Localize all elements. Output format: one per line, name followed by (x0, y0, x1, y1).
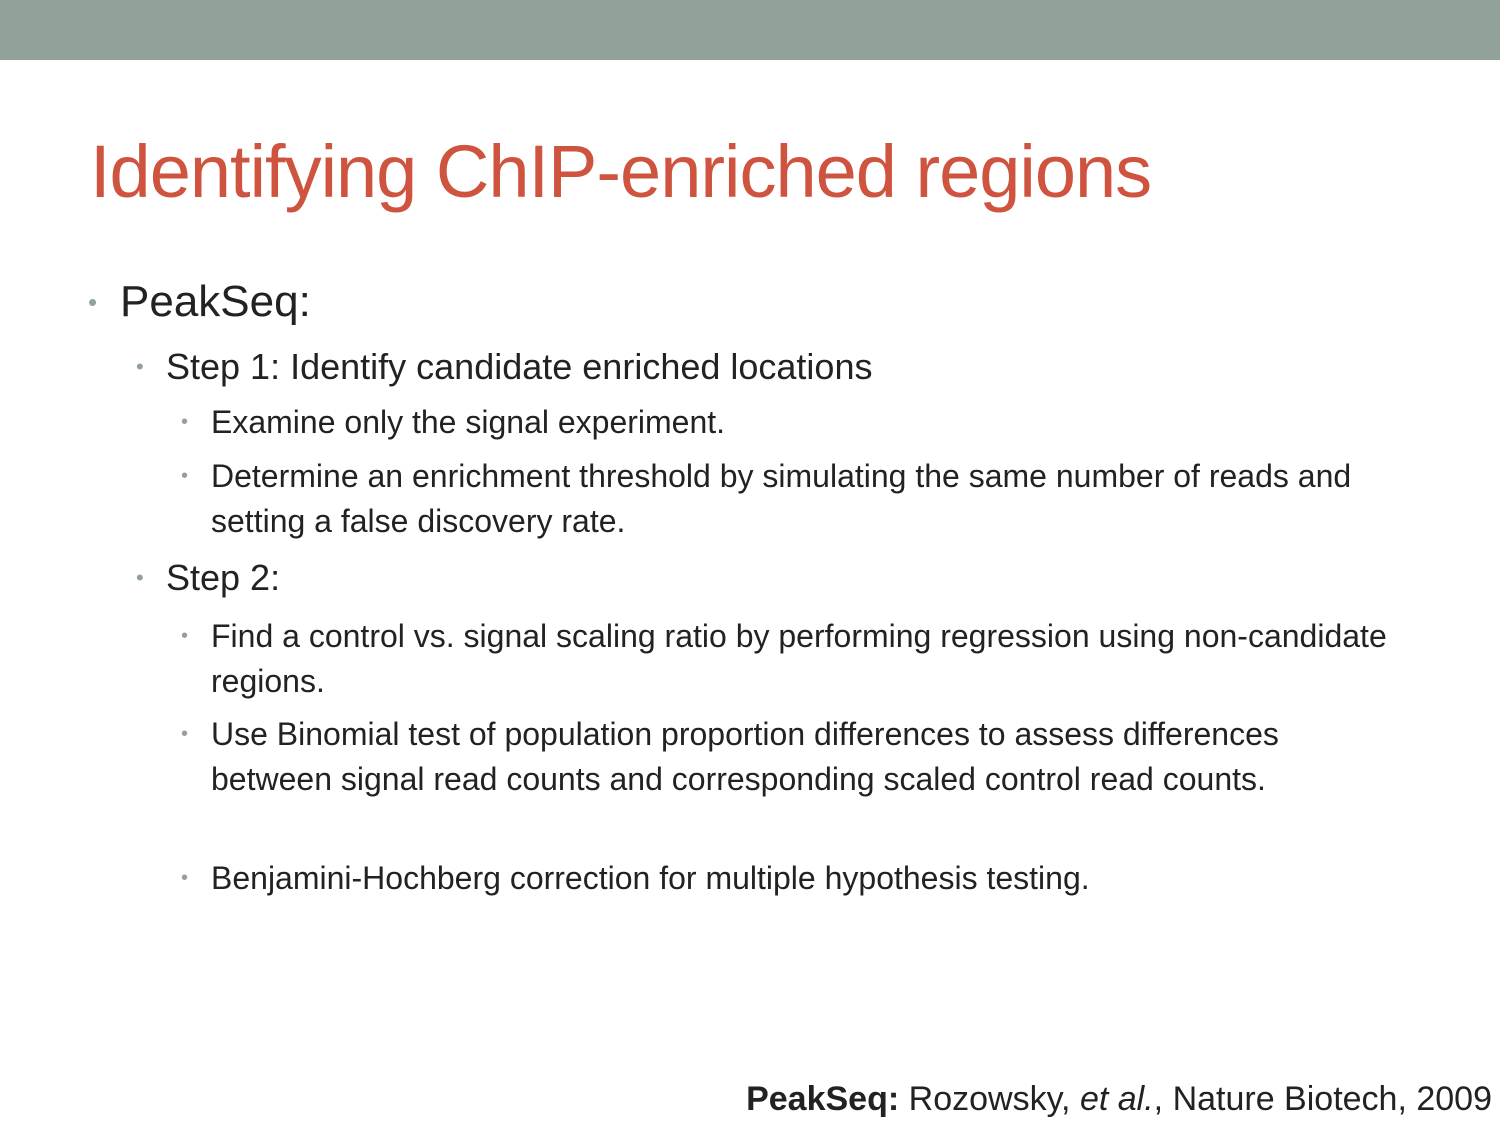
bullet-dot-icon: • (181, 625, 189, 647)
citation (746, 1076, 1492, 1122)
bullet-step2-item-2 (181, 712, 1391, 802)
bullet-text: Determine an enrichment threshold by simulating the same number of reads and setting a false discovery rate. (211, 458, 1352, 539)
bullet-dot-icon: • (181, 411, 189, 433)
citation-etal: et al. (1079, 1080, 1154, 1118)
slide-title: Identifying ChIP-enriched regions (90, 130, 1152, 213)
bullet-text: Benjamini-Hochberg correction for multiple hypothesis testing. (211, 860, 1090, 896)
bullet-dot-icon: • (136, 565, 144, 590)
top-accent-bar (0, 0, 1500, 60)
bullet-dot-icon: • (136, 354, 144, 379)
bullet-step-1 (136, 345, 1416, 389)
bullet-dot-icon: • (88, 287, 98, 317)
citation-source: , Nature Biotech, 2009 (1153, 1080, 1492, 1118)
bullet-dot-icon: • (181, 723, 189, 745)
bullet-step2-item-1 (181, 614, 1391, 704)
bullet-step-2 (136, 556, 1416, 600)
bullet-text: Examine only the signal experiment. (211, 404, 726, 440)
bullet-dot-icon: • (181, 867, 189, 889)
bullet-step2-item-3 (181, 856, 1391, 901)
bullet-text: PeakSeq: (120, 277, 311, 326)
citation-authors: Rozowsky, (908, 1080, 1071, 1118)
bullet-peakseq (88, 275, 1420, 329)
bullet-text: Step 1: Identify candidate enriched locations (166, 346, 873, 387)
bullet-step1-item-2 (181, 454, 1391, 544)
bullet-step1-item-1 (181, 400, 1391, 445)
bullet-text: Use Binomial test of population proportion differences to assess differences between signal read counts and corresponding scaled control read counts. (211, 716, 1279, 797)
bullet-text: Find a control vs. signal scaling ratio by performing regression using non-candidate regions. (211, 618, 1387, 699)
bullet-text: Step 2: (166, 557, 281, 598)
citation-label: PeakSeq: (746, 1080, 900, 1118)
bullet-dot-icon: • (181, 465, 189, 487)
